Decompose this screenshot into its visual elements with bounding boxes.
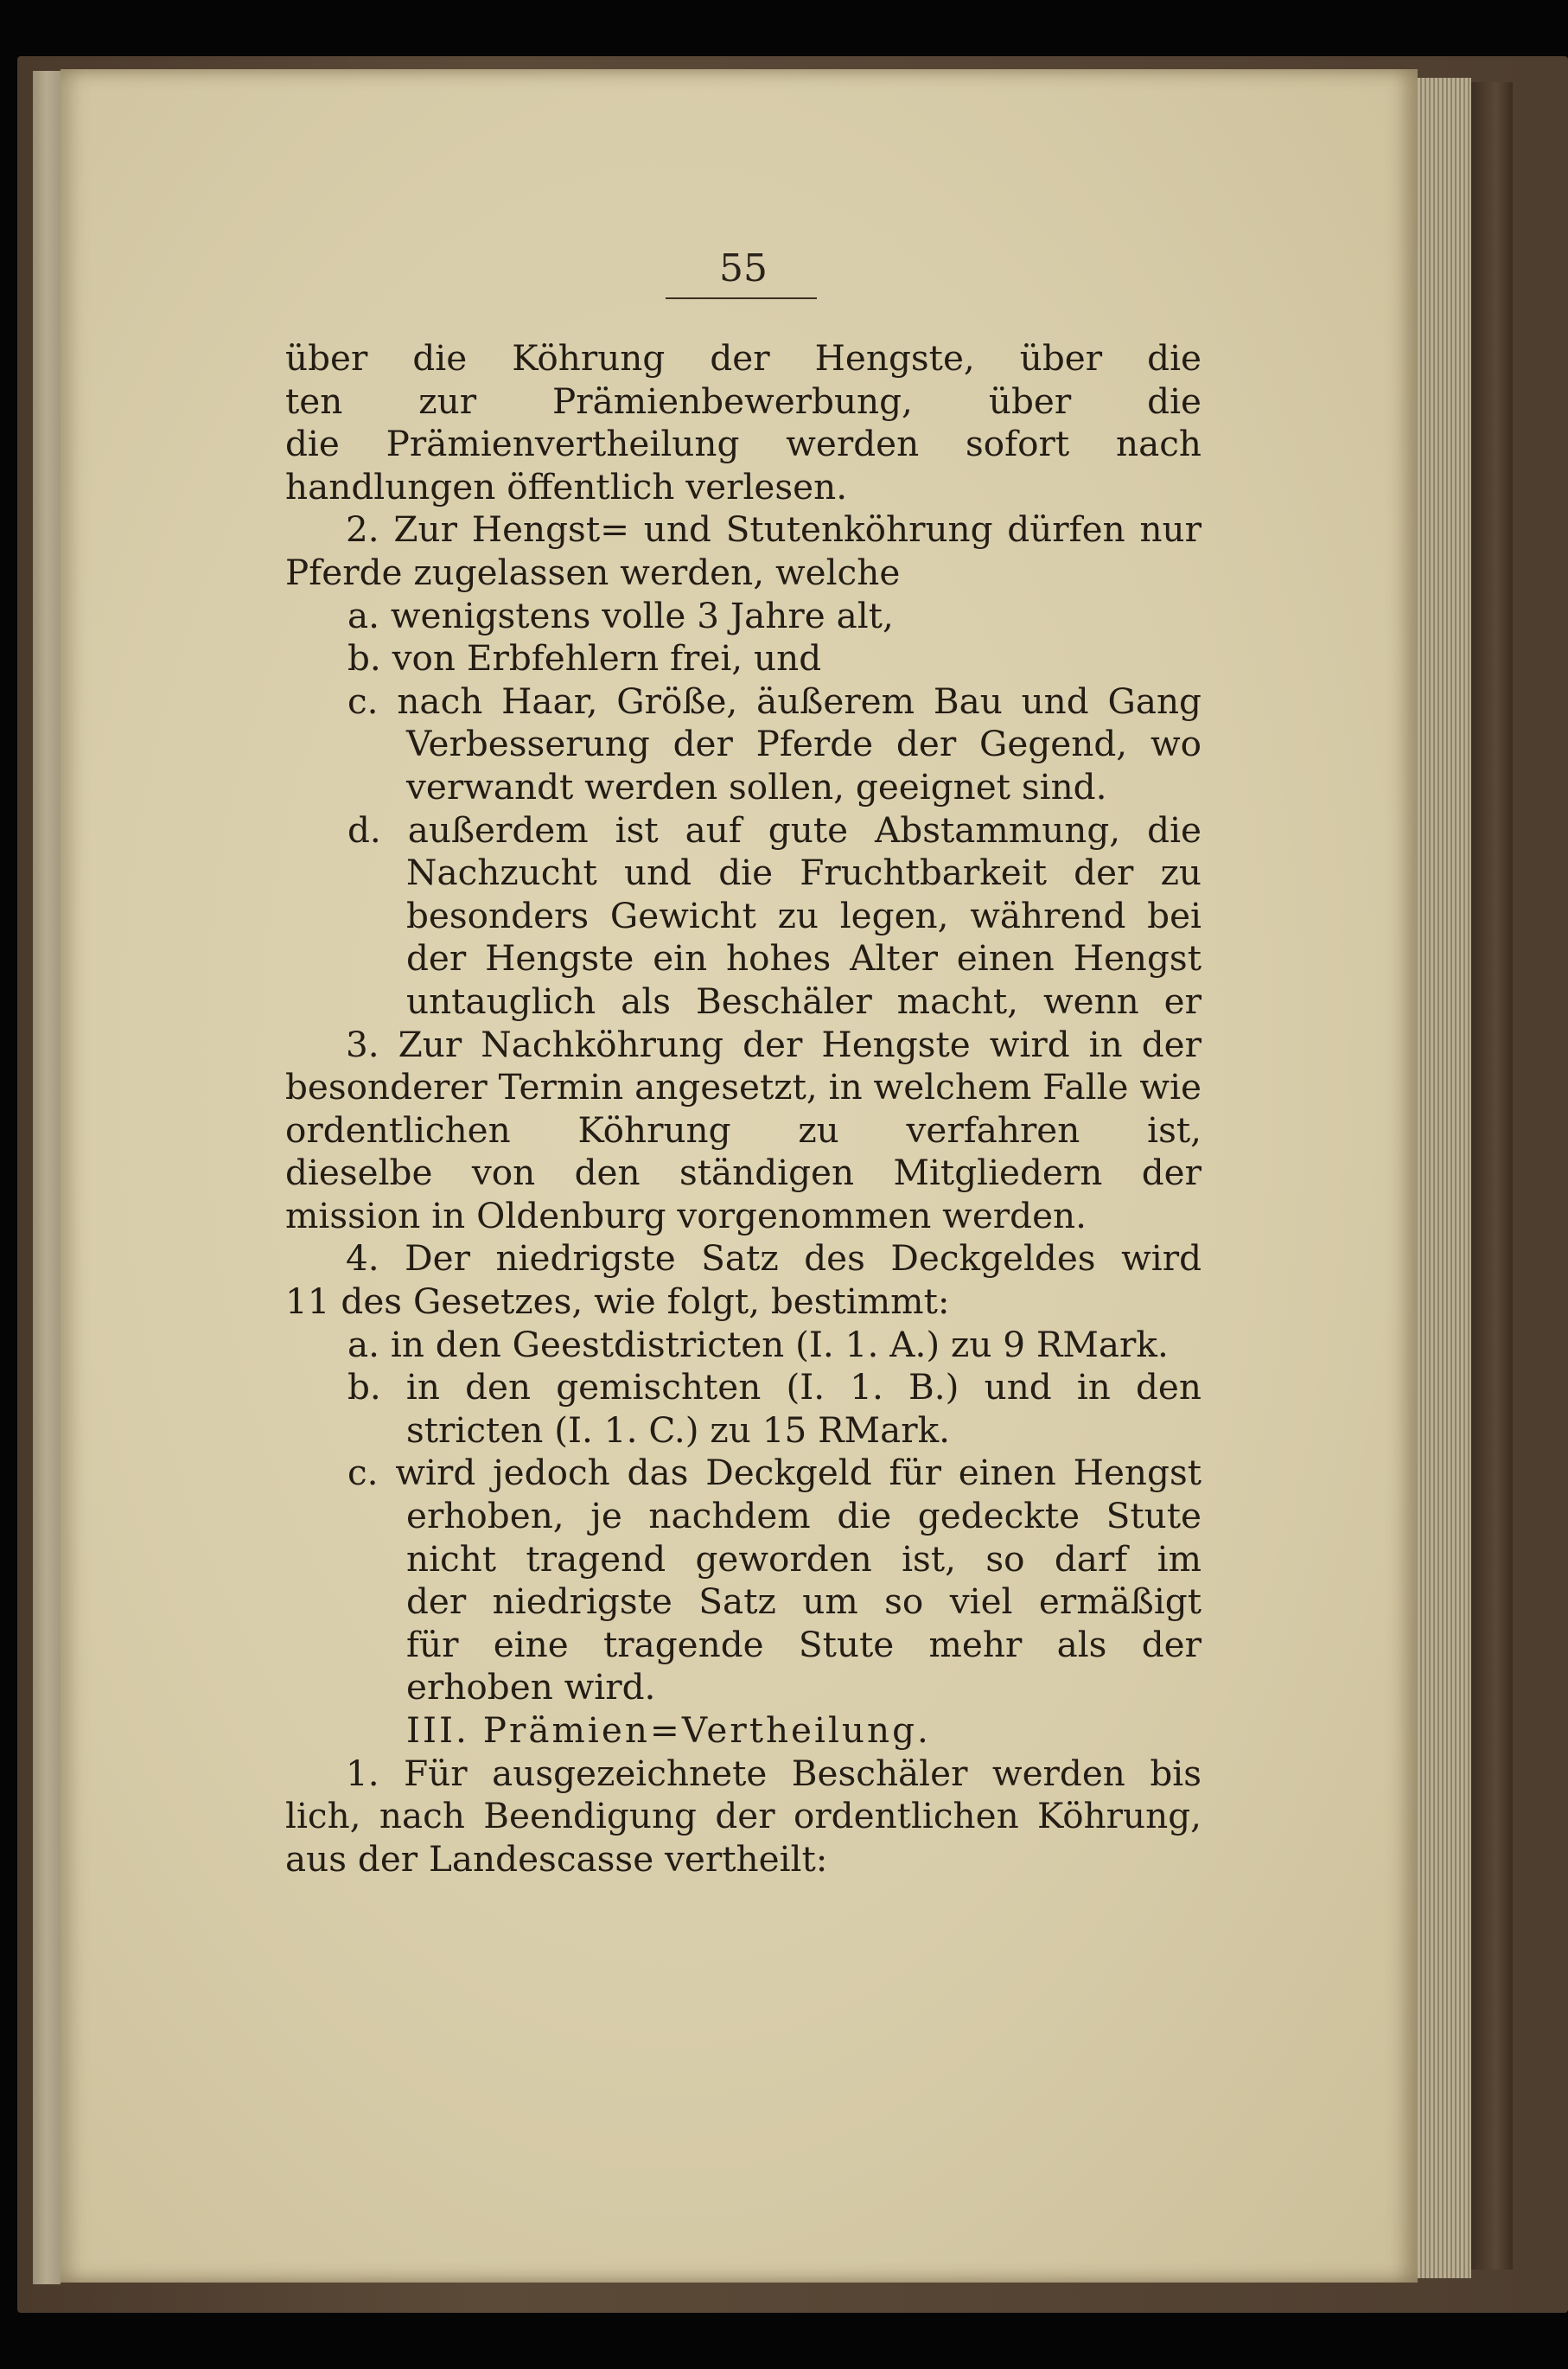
section-heading: III. Prämien=Vertheilung. — [406, 1709, 931, 1751]
text-line: untauglich als Beschäler macht, wenn er — [406, 980, 1201, 1022]
text-line: 11 des Gesetzes, wie folgt, bestimmt: — [285, 1280, 950, 1323]
text-line: a. in den Geestdistricten (I. 1. A.) zu 9 RMark. — [347, 1323, 1169, 1365]
text-line: Nachzucht und die Fruchtbarkeit der zu — [406, 852, 1201, 894]
text-block — [285, 337, 1201, 1881]
text-line: der Hengste ein hohes Alter einen Hengst — [406, 937, 1201, 980]
cover-edge — [1471, 82, 1513, 2270]
text-line: ordentlichen Köhrung zu verfahren ist, — [285, 1108, 1201, 1151]
text-line: der niedrigste Satz um so viel ermäßigt — [406, 1580, 1201, 1623]
text-line: b. von Erbfehlern frei, und — [347, 637, 822, 680]
text-line: 2. Zur Hengst= und Stutenköhrung dürfen nur — [346, 508, 1201, 551]
text-line: ten zur Prämienbewerbung, über die — [285, 380, 1201, 422]
text-line: 3. Zur Nachköhrung der Hengste wird in der — [346, 1023, 1201, 1065]
text-line: handlungen öffentlich verlesen. — [285, 465, 848, 508]
text-line: besonders Gewicht zu legen, während bei — [406, 894, 1201, 936]
text-line: c. wird jedoch das Deckgeld für einen Hengst — [347, 1452, 1201, 1494]
text-line: erhoben wird. — [406, 1666, 656, 1708]
text-line: aus der Landescasse vertheilt: — [285, 1837, 828, 1880]
page-left-edge — [33, 71, 61, 2284]
text-line: über die Köhrung der Hengste, über die — [285, 337, 1201, 379]
text-line: verwandt werden sollen, geeignet sind. — [406, 765, 1107, 808]
text-line: 4. Der niedrigste Satz des Deckgeldes wird — [346, 1237, 1201, 1280]
page-stack-edge — [1418, 78, 1471, 2278]
text-line: lich, nach Beendigung der ordentlichen Köhrung, — [285, 1795, 1201, 1837]
text-line: erhoben, je nachdem die gedeckte Stute — [406, 1495, 1201, 1537]
text-line: Pferde zugelassen werden, welche — [285, 551, 901, 593]
text-line: für eine tragende Stute mehr als der — [406, 1623, 1201, 1665]
text-line: 1. Für ausgezeichnete Beschäler werden bis — [346, 1752, 1201, 1794]
text-line: besonderer Termin angesetzt, in welchem Falle wie — [285, 1066, 1201, 1108]
text-line: Verbesserung der Pferde der Gegend, wo — [406, 723, 1201, 765]
text-line: c. nach Haar, Größe, äußerem Bau und Gang — [347, 680, 1201, 722]
text-line: mission in Oldenburg vorgenommen werden. — [285, 1194, 1087, 1236]
text-line: dieselbe von den ständigen Mitgliedern der — [285, 1152, 1201, 1194]
header-rule — [666, 297, 817, 299]
text-line: a. wenigstens volle 3 Jahre alt, — [347, 594, 894, 636]
text-line: b. in den gemischten (I. 1. B.) und in den — [347, 1366, 1201, 1408]
page-number: 55 — [719, 246, 768, 291]
text-line: die Prämienvertheilung werden sofort nach — [285, 423, 1201, 465]
text-line: nicht tragend geworden ist, so darf im — [406, 1537, 1201, 1580]
text-line: d. außerdem ist auf gute Abstammung, die — [347, 808, 1201, 851]
text-line: stricten (I. 1. C.) zu 15 RMark. — [406, 1408, 950, 1451]
